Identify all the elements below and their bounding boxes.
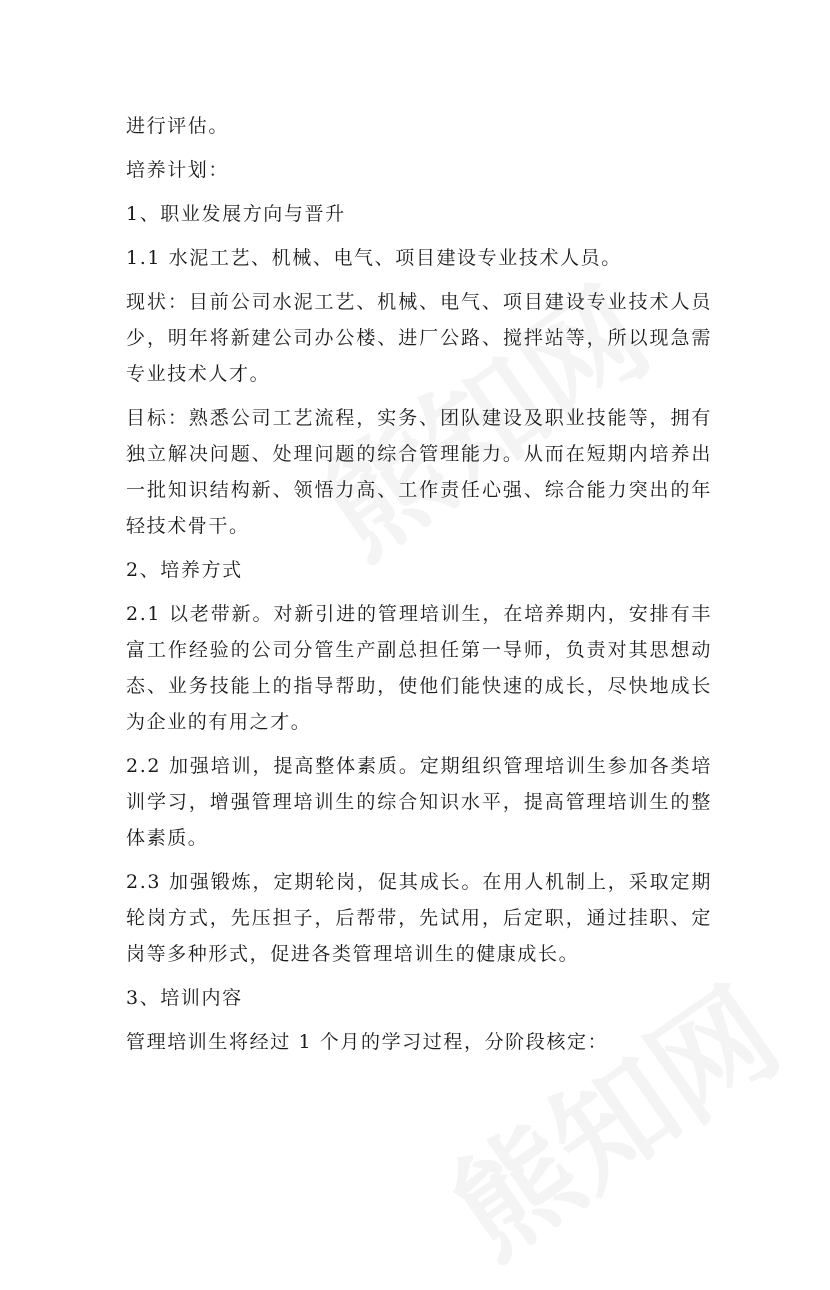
- paragraph-continuation: 进行评估。: [126, 115, 230, 137]
- paragraph-stages: 管理培训生将经过 1 个月的学习过程，分阶段核定：: [126, 1031, 609, 1053]
- paragraph-goal: 目标：熟悉公司工艺流程，实务、团队建设及职业技能等，拥有独立解决问题、处理问题的综合管理能力。从而在短期内培养出一批知识结构新、领悟力高、工作责任心强、综合能力突出的年轻技术骨干。: [126, 407, 712, 537]
- paragraph-job-rotation: 2.3 加强锻炼，定期轮岗，促其成长。在用人机制上，采取定期轮岗方式，先压担子，后帮带，先试用，后定职，通过挂职、定岗等多种形式，促进各类管理培训生的健康成长。: [126, 871, 712, 965]
- paragraph-mentoring: 2.1 以老带新。对新引进的管理培训生，在培养期内，安排有丰富工作经验的公司分管生产副总担任第一导师，负责对其思想动态、业务技能上的指导帮助，使他们能快速的成长，尽快地成长为企业的有用之才。: [126, 603, 712, 733]
- paragraph-status: 现状：目前公司水泥工艺、机械、电气、项目建设专业技术人员少，明年将新建公司办公楼、进厂公路、搅拌站等，所以现急需专业技术人才。: [126, 291, 712, 385]
- heading-training-plan: 培养计划：: [126, 159, 230, 181]
- document-body: [126, 108, 712, 1068]
- heading-training-content: 3、培训内容: [126, 987, 243, 1009]
- paragraph-strengthen-training: 2.2 加强培训，提高整体素质。定期组织管理培训生参加各类培训学习，增强管理培训生的综合知识水平，提高管理培训生的整体素质。: [126, 755, 712, 849]
- subheading-technical-staff: 1.1 水泥工艺、机械、电气、项目建设专业技术人员。: [126, 247, 622, 269]
- heading-training-method: 2、培养方式: [126, 559, 243, 581]
- heading-career-development: 1、职业发展方向与晋升: [126, 203, 346, 225]
